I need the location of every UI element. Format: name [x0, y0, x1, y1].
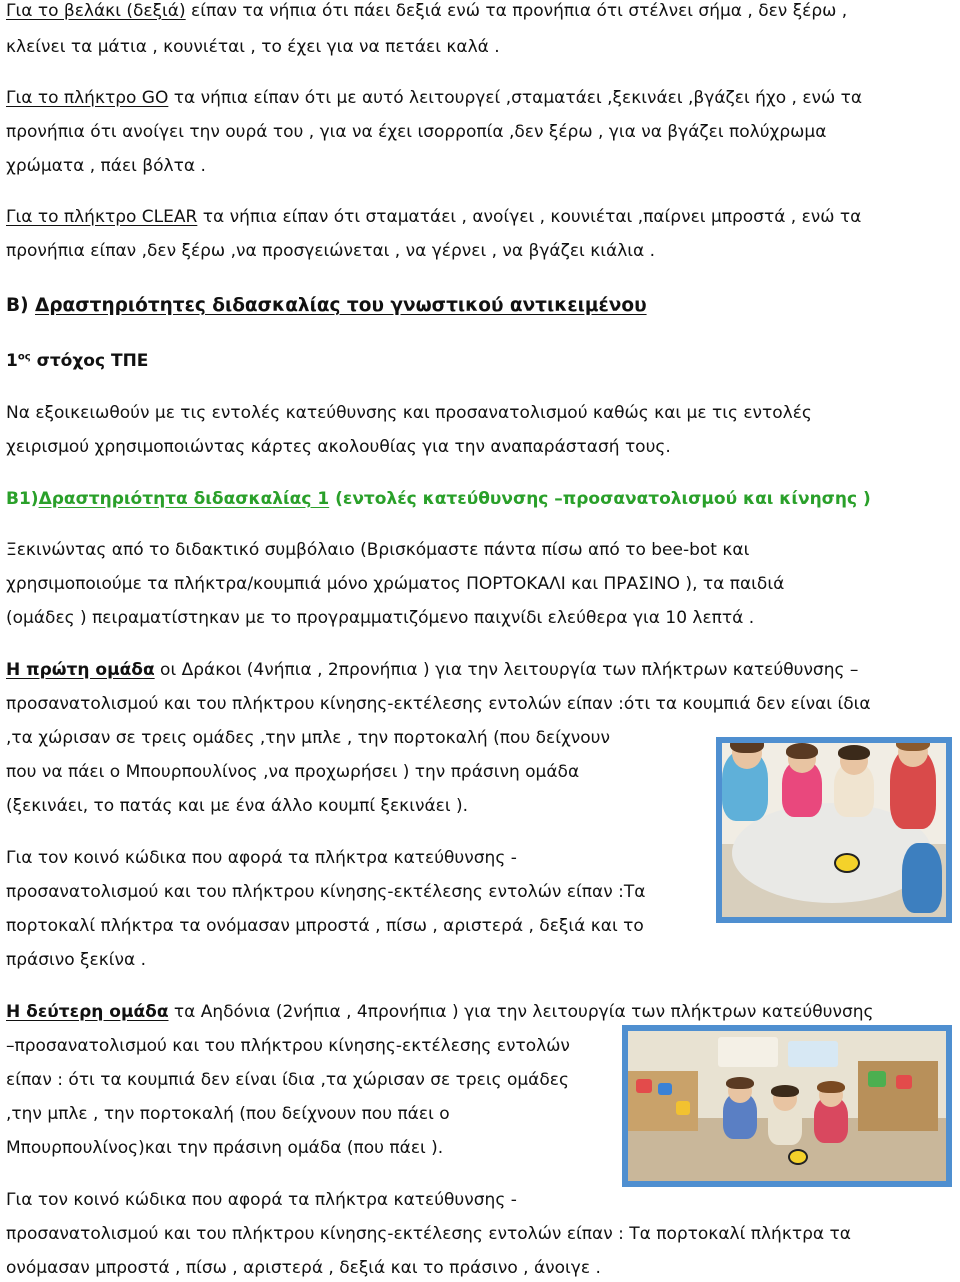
go-key-line-3: χρώματα , πάει βόλτα .: [6, 156, 206, 176]
activity-b1-heading: [6, 488, 871, 510]
goal-text: στόχος ΤΠΕ: [30, 351, 149, 371]
group1-line-2: προσανατολισμού και του πλήκτρου κίνησης-εκτέλεσης εντολών είπαν :ότι τα κουμπιά δεν είναι ίδια: [6, 694, 871, 714]
arrow-right-text: είπαν τα νήπια ότι πάει δεξιά ενώ τα προνήπια ότι στέλνει σήμα , δεν ξέρω ,: [185, 1, 848, 21]
classroom-photo-1: [716, 737, 952, 923]
group2-line-1: [6, 1001, 873, 1023]
intro-line-2: χρησιμοποιούμε τα πλήκτρα/κουμπιά μόνο χρώματος ΠΟΡΤΟΚΑΛΙ και ΠΡΑΣΙΝΟ ), τα παιδιά: [6, 574, 785, 594]
clear-key-line-1: [6, 206, 861, 228]
group2-line-2: –προσανατολισμού και του πλήκτρου κίνησης-εκτέλεσης εντολών: [6, 1036, 570, 1056]
group1-line-1: [6, 659, 858, 681]
group2-code-line-2: προσανατολισμού και του πλήκτρου κίνησης-εκτέλεσης εντολών είπαν : Τα πορτοκαλί πλήκτρα τα: [6, 1224, 851, 1244]
go-key-label: Για το πλήκτρο GO: [6, 88, 169, 108]
group1-code-line-3: πορτοκαλί πλήκτρα τα ονόμασαν μπροστά , πίσω , αριστερά , δεξιά και το: [6, 916, 644, 936]
section-b-title: Δραστηριότητες διδασκαλίας του γνωστικού αντικειμένου: [35, 295, 647, 316]
group1-code-line-1: Για τον κοινό κώδικα που αφορά τα πλήκτρα κατεύθυνσης -: [6, 848, 517, 868]
group2-text: τα Αηδόνια (2νήπια , 4προνήπια ) για την λειτουργία των πλήκτρων κατεύθυνσης: [168, 1002, 874, 1022]
group1-line-4: που να πάει ο Μπουρπουλίνος ,να προχωρήσει ) την πράσινη ομάδα: [6, 762, 580, 782]
section-b-heading: [6, 295, 647, 317]
goal-number: 1: [6, 351, 18, 371]
group1-code-line-2: προσανατολισμού και του πλήκτρου κίνησης-εκτέλεσης εντολών είπαν :Τα: [6, 882, 646, 902]
activity-b1-rest: (εντολές κατεύθυνσης –προσανατολισμού και κίνησης ): [329, 489, 871, 509]
activity-b1-title: Δραστηριότητα διδασκαλίας 1: [38, 489, 330, 509]
group1-label: Η πρώτη ομάδα: [6, 660, 155, 680]
goal-line-2: χειρισμού χρησιμοποιώντας κάρτες ακολουθίας για την αναπαράστασή τους.: [6, 437, 671, 457]
goal-heading: [6, 350, 148, 372]
activity-b1-prefix: Β1): [6, 489, 39, 509]
arrow-right-line-1: [6, 0, 847, 22]
clear-key-line-2: προνήπια είπαν ,δεν ξέρω ,να προσγειώνεται , να γέρνει , να βγάζει κιάλια .: [6, 241, 656, 261]
clear-key-label: Για το πλήκτρο CLEAR: [6, 207, 198, 227]
intro-line-3: (ομάδες ) πειραματίστηκαν με το προγραμματιζόμενο παιχνίδι ελεύθερα για 10 λεπτά .: [6, 608, 755, 628]
group2-line-3: είπαν : ότι τα κουμπιά δεν είναι ίδια ,τα χώρισαν σε τρεις ομάδες: [6, 1070, 569, 1090]
go-key-text: τα νήπια είπαν ότι με αυτό λειτουργεί ,σταματάει ,ξεκινάει ,βγάζει ήχο , ενώ τα: [168, 88, 863, 108]
group2-label: Η δεύτερη ομάδα: [6, 1002, 169, 1022]
arrow-right-line-2: κλείνει τα μάτια , κουνιέται , το έχει για να πετάει καλά .: [6, 37, 500, 57]
goal-suffix: ος: [17, 351, 31, 363]
group1-code-line-4: πράσινο ξεκίνα .: [6, 950, 147, 970]
group2-line-5: Μπουρπουλίνος)και την πράσινη ομάδα (που πάει ).: [6, 1138, 444, 1158]
goal-line-1: Να εξοικειωθούν με τις εντολές κατεύθυνσης και προσανατολισμού καθώς και με τις εντολές: [6, 403, 812, 423]
go-key-line-1: [6, 87, 862, 109]
group1-line-3: ,τα χώρισαν σε τρεις ομάδες ,την μπλε , την πορτοκαλή (που δείχνουν: [6, 728, 610, 748]
classroom-photo-2: [622, 1025, 952, 1187]
section-b-prefix: Β): [6, 295, 35, 316]
group2-code-line-3: ονόμασαν μπροστά , πίσω , αριστερά , δεξιά και το πράσινο , άνοιγε .: [6, 1258, 601, 1278]
group1-text: οι Δράκοι (4νήπια , 2προνήπια ) για την λειτουργία των πλήκτρων κατεύθυνσης –: [154, 660, 859, 680]
group2-code-line-1: Για τον κοινό κώδικα που αφορά τα πλήκτρα κατεύθυνσης -: [6, 1190, 517, 1210]
group2-line-4: ,την μπλε , την πορτοκαλή (που δείχνουν που πάει ο: [6, 1104, 450, 1124]
arrow-right-label: Για το βελάκι (δεξιά): [6, 1, 186, 21]
intro-line-1: Ξεκινώντας από το διδακτικό συμβόλαιο (Βρισκόμαστε πάντα πίσω από το bee-bot και: [6, 540, 750, 560]
clear-key-text: τα νήπια είπαν ότι σταματάει , ανοίγει , κουνιέται ,παίρνει μπροστά , ενώ τα: [197, 207, 862, 227]
go-key-line-2: προνήπια ότι ανοίγει την ουρά του , για να έχει ισορροπία ,δεν ξέρω , για να βγάζει πολύχρωμα: [6, 122, 827, 142]
group1-line-5: (ξεκινάει, το πατάς και με ένα άλλο κουμπί ξεκινάει ).: [6, 796, 469, 816]
